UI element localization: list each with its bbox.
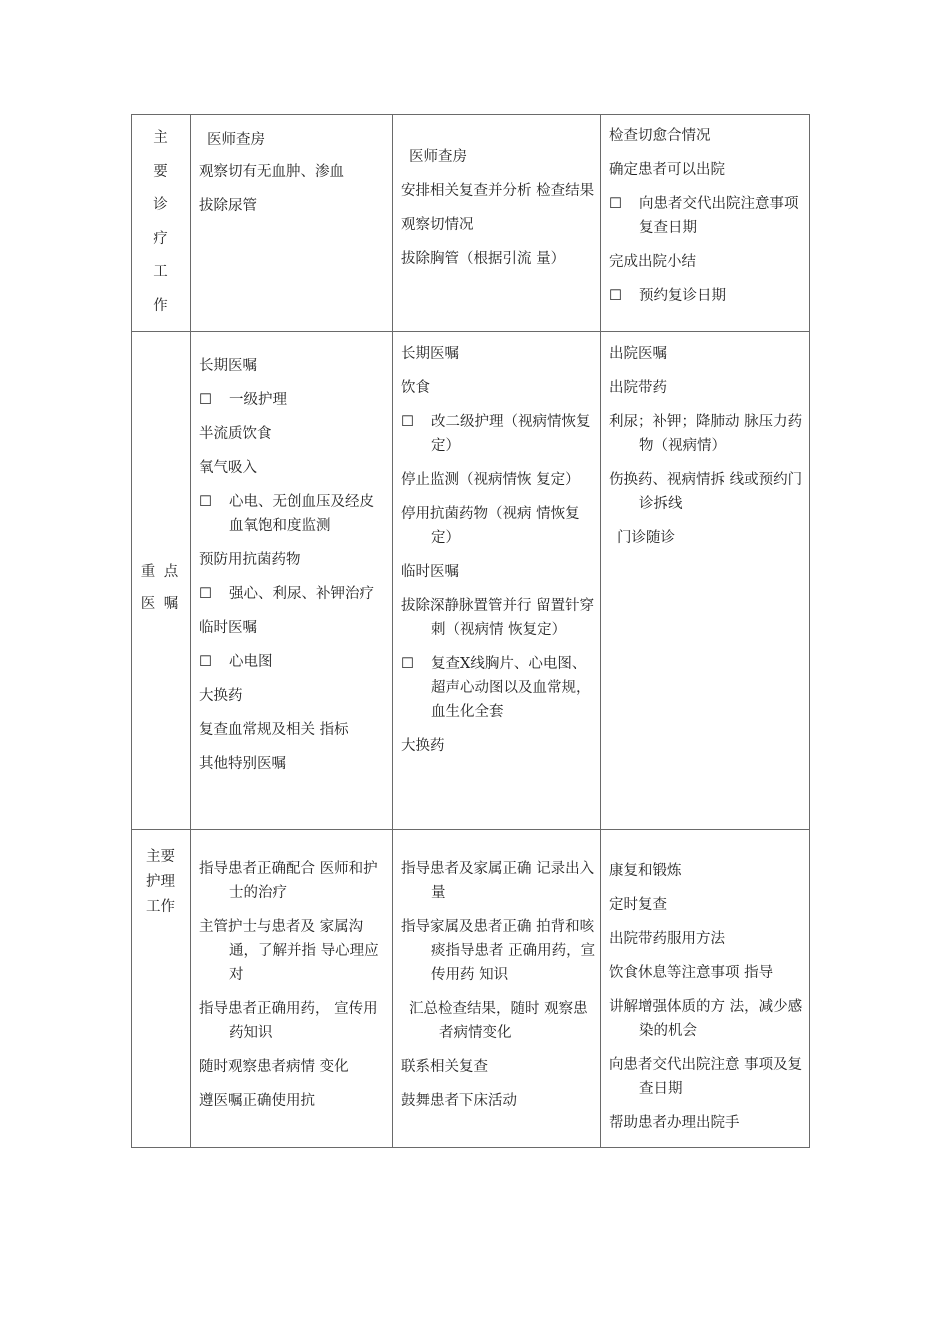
list-item: 拔除尿管 bbox=[199, 198, 257, 214]
list-item: ☐ 复查X线胸片、心电图、超声心动图以及血常规，血生化全套 bbox=[401, 652, 599, 724]
column-divider-1 bbox=[190, 114, 191, 1148]
list-item: 停用抗菌药物（视病 情恢复定） bbox=[401, 506, 580, 546]
checkbox-icon: ☐ bbox=[199, 494, 212, 510]
orders-discharge-cell bbox=[609, 342, 807, 560]
list-item: 确定患者可以出院 bbox=[609, 162, 725, 178]
list-item: ☐ 心电、无创血压及经皮血氧饱和度监测 bbox=[199, 490, 387, 538]
list-item: 观察切情况 bbox=[401, 217, 474, 233]
list-item: ☐ 预约复诊日期 bbox=[609, 284, 805, 308]
list-item: 预防用抗菌药物 bbox=[199, 552, 301, 568]
table-border-top bbox=[131, 114, 810, 115]
list-item: 门诊随诊 bbox=[617, 530, 675, 546]
list-item: 拔除深静脉置管并行 留置针穿刺（视病情 恢复定） bbox=[401, 598, 595, 638]
list-item: 遵医嘱正确使用抗 bbox=[199, 1093, 315, 1109]
list-item: 指导家属及患者正确 拍背和咳痰指导患者 正确用药，宣传用药 知识 bbox=[401, 919, 596, 983]
row-label-key-orders: 重 点 医 嘱 bbox=[140, 564, 181, 612]
checkbox-icon: ☐ bbox=[401, 414, 414, 430]
list-item: 观察切有无血肿、渗血 bbox=[199, 164, 344, 180]
list-item: 汇总检查结果，随时 观察患者病情变化 bbox=[409, 1001, 588, 1041]
row-divider-2 bbox=[131, 829, 810, 830]
list-item: 其他特别医嘱 bbox=[199, 756, 286, 772]
nursing-day2-cell bbox=[401, 857, 599, 1123]
list-item: 临时医嘱 bbox=[199, 620, 257, 636]
diagnosis-day2-cell bbox=[401, 145, 596, 281]
list-item: 主管护士与患者及 家属沟通，了解并指 导心理应对 bbox=[199, 919, 379, 983]
list-item: ☐ 一级护理 bbox=[199, 388, 387, 412]
list-item: 临时医嘱 bbox=[401, 564, 459, 580]
row-label-nursing-work: 主要 护理 工作 bbox=[146, 849, 175, 915]
row-label-diagnosis-work: 主 要 诊 疗 工 作 bbox=[153, 130, 168, 314]
list-item: 复查血常规及相关 指标 bbox=[199, 722, 349, 738]
list-item: 停止监测（视病情恢 复定） bbox=[401, 472, 580, 488]
list-item: 指导患者正确用药， 宣传用药知识 bbox=[199, 1001, 378, 1041]
list-item: 指导患者正确配合 医师和护士的治疗 bbox=[199, 861, 378, 901]
row-divider-1 bbox=[131, 331, 810, 332]
checkbox-icon: ☐ bbox=[609, 196, 622, 212]
list-item: 长期医嘱 bbox=[401, 346, 459, 362]
list-item: 长期医嘱 bbox=[199, 358, 257, 374]
list-item: 医师查房 bbox=[409, 149, 467, 165]
list-item: 鼓舞患者下床活动 bbox=[401, 1093, 517, 1109]
orders-day2-cell bbox=[401, 342, 599, 768]
list-item: 向患者交代出院注意 事项及复查日期 bbox=[609, 1057, 803, 1097]
nursing-discharge-cell bbox=[609, 859, 807, 1145]
list-item: 氧气吸入 bbox=[199, 460, 257, 476]
list-item: 出院带药 bbox=[609, 380, 667, 396]
table-border-right bbox=[809, 114, 810, 1148]
list-item: ☐ 强心、利尿、补钾治疗 bbox=[199, 582, 387, 606]
list-item: ☐ 向患者交代出院注意事项复查日期 bbox=[609, 192, 805, 240]
list-item: 利尿；补钾；降肺动 脉压力药物（视病情） bbox=[609, 414, 803, 454]
list-item: 出院带药服用方法 bbox=[609, 931, 725, 947]
list-item: 拔除胸管（根据引流 量） bbox=[401, 251, 566, 267]
list-item: 康复和锻炼 bbox=[609, 863, 682, 879]
checkbox-icon: ☐ bbox=[199, 392, 212, 408]
list-item: 随时观察患者病情 变化 bbox=[199, 1059, 349, 1075]
column-divider-3 bbox=[600, 114, 601, 1148]
table-border-bottom bbox=[131, 1147, 810, 1148]
list-item: 安排相关复查并分析 检查结果 bbox=[401, 183, 595, 199]
diagnosis-day1-cell bbox=[199, 128, 387, 228]
checkbox-icon: ☐ bbox=[199, 586, 212, 602]
list-item: 饮食休息等注意事项 指导 bbox=[609, 965, 774, 981]
list-item: 大换药 bbox=[401, 738, 445, 754]
nursing-day1-cell bbox=[199, 857, 387, 1123]
list-item: 帮助患者办理出院手 bbox=[609, 1115, 740, 1131]
checkbox-icon: ☐ bbox=[199, 654, 212, 670]
column-divider-2 bbox=[392, 114, 393, 1148]
clinical-pathway-table bbox=[131, 114, 810, 1148]
orders-day1-cell bbox=[199, 354, 387, 786]
list-item: 讲解增强体质的方 法，减少感染的机会 bbox=[609, 999, 803, 1039]
list-item: 检查切愈合情况 bbox=[609, 128, 711, 144]
checkbox-icon: ☐ bbox=[401, 656, 414, 672]
list-item: 出院医嘱 bbox=[609, 346, 667, 362]
list-item: 医师查房 bbox=[207, 132, 265, 148]
list-item: 指导患者及家属正确 记录出入量 bbox=[401, 861, 595, 901]
checkbox-icon: ☐ bbox=[609, 288, 622, 304]
list-item: ☐ 改二级护理（视病情恢复定） bbox=[401, 410, 599, 458]
list-item: 半流质饮食 bbox=[199, 426, 272, 442]
list-item: ☐ 心电图 bbox=[199, 650, 387, 674]
list-item: 联系相关复查 bbox=[401, 1059, 488, 1075]
list-item: 大换药 bbox=[199, 688, 243, 704]
list-item: 定时复查 bbox=[609, 897, 667, 913]
diagnosis-discharge-cell bbox=[609, 124, 805, 318]
list-item: 伤换药、视病情拆 线或预约门诊拆线 bbox=[609, 472, 803, 512]
list-item: 完成出院小结 bbox=[609, 254, 696, 270]
list-item: 饮食 bbox=[401, 380, 430, 396]
